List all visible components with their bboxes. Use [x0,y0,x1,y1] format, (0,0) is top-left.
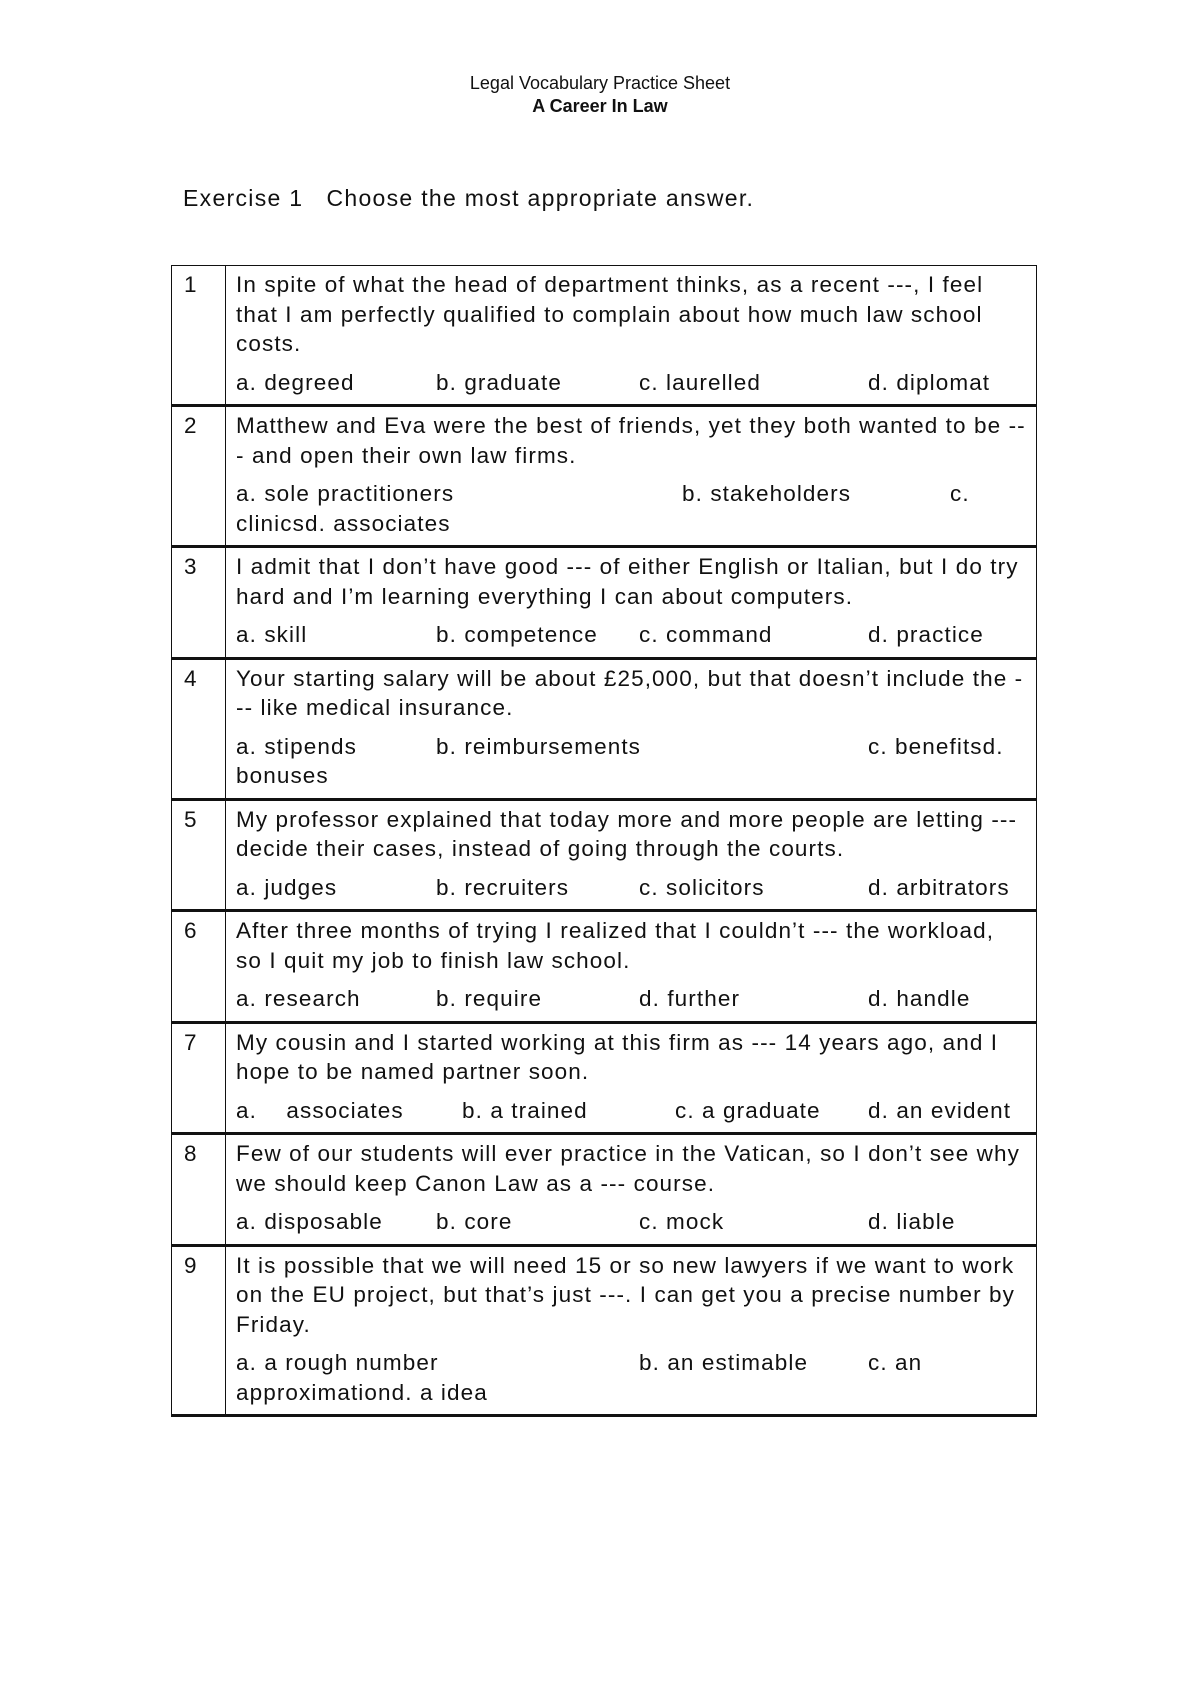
question-number-cell [172,1022,226,1134]
question-number-cell [172,547,226,659]
answer-option[interactable]: d. liable [868,1209,956,1234]
question-text: Matthew and Eva were the best of friends, yet they both wanted to be --- and open their own law firms. [236,413,1026,468]
question-number: 2 [184,413,198,438]
answer-option[interactable]: a. judges [236,874,338,900]
answer-options [236,873,1026,903]
answer-option[interactable]: d. bonuses [236,733,1004,788]
question-number: 3 [184,554,198,579]
question-text: My professor explained that today more and more people are letting --- decide their cases, instead of going through the courts. [236,806,1018,861]
question-number-cell [172,911,226,1023]
question-cell [226,406,1037,547]
page-header [0,72,1200,118]
answer-option[interactable]: c. command [639,622,773,647]
answer-option[interactable]: b. graduate [436,369,562,395]
question-row [172,406,1037,547]
answer-option[interactable]: c. clinics [236,481,970,536]
answer-option[interactable]: a. a rough number [236,1350,439,1375]
answer-options [236,1207,1026,1237]
exercise-instruction: Exercise 1 Choose the most appropriate answer. [183,185,755,211]
answer-option[interactable]: d. diplomat [868,369,991,395]
answer-option[interactable]: a. stipends [236,733,357,759]
answer-option[interactable]: c. a graduate [675,1097,821,1123]
answer-option[interactable]: a. associates [236,1097,404,1123]
answer-option[interactable]: a. degreed [236,369,355,395]
question-row [172,1134,1037,1246]
question-row [172,1245,1037,1416]
question-number-cell [172,406,226,547]
question-text: In spite of what the head of department thinks, as a recent ---, I feel that I am perfectly qualified to complain about how much law school costs. [236,272,984,356]
question-row [172,547,1037,659]
question-number: 1 [184,272,198,297]
answer-option[interactable]: b. competence [436,622,598,647]
answer-option[interactable]: d. arbitrators [868,874,1010,900]
answer-options [236,732,1026,791]
question-number-cell [172,799,226,911]
question-list [172,266,1037,1416]
question-cell [226,799,1037,911]
question-number: 7 [184,1029,198,1055]
question-number-cell [172,1134,226,1246]
question-table [171,265,1037,1417]
answer-option[interactable]: d. practice [868,622,984,647]
answer-option[interactable]: b. require [436,986,543,1011]
question-number: 8 [184,1141,198,1166]
answer-option[interactable]: c. benefits [868,733,983,759]
question-row [172,266,1037,406]
question-number-cell [172,658,226,799]
answer-option[interactable]: c. mock [639,1209,725,1234]
question-row [172,911,1037,1023]
question-number: 9 [184,1252,198,1278]
question-cell [226,658,1037,799]
question-cell [226,1022,1037,1134]
answer-option[interactable]: b. an estimable [639,1350,809,1375]
answer-options [236,984,1026,1014]
question-text: My cousin and I started working at this firm as --- 14 years ago, and I hope to be named partner soon. [236,1029,999,1084]
question-row [172,658,1037,799]
question-text: After three months of trying I realized that I couldn’t --- the workload, so I quit my job to finish law school. [236,918,995,973]
question-row [172,1022,1037,1134]
page-title: Legal Vocabulary Practice Sheet [469,73,731,93]
answer-option[interactable]: b. reimbursements [436,733,642,759]
answer-options [236,368,1026,398]
answer-options [236,1348,1026,1407]
answer-option[interactable]: b. stakeholders [682,481,852,506]
answer-option[interactable]: a. skill [236,622,308,647]
question-cell [226,911,1037,1023]
question-text: It is possible that we will need 15 or so new lawyers if we want to work on the EU project, but that’s just ---. I can get you a precise number by Friday. [236,1252,1015,1337]
question-cell [226,1134,1037,1246]
question-row [172,799,1037,911]
answer-option[interactable]: c. laurelled [639,369,762,395]
answer-option[interactable]: d. handle [868,986,971,1011]
answer-option[interactable]: d. an evident [868,1097,1012,1123]
question-cell [226,266,1037,406]
answer-option[interactable]: d. associates [304,510,451,536]
question-number: 4 [184,665,198,691]
answer-option[interactable]: b. recruiters [436,874,570,900]
question-number-cell [172,266,226,406]
question-number-cell [172,1245,226,1416]
answer-options [236,1096,1026,1126]
answer-option[interactable]: a. research [236,986,361,1011]
answer-option[interactable]: a. sole practitioners [236,481,455,506]
question-text: Your starting salary will be about £25,000, but that doesn’t include the --- like medical insurance. [236,665,1024,720]
answer-option[interactable]: d. a idea [391,1379,488,1405]
question-number: 5 [184,806,198,832]
answer-option[interactable]: c. an approximation [236,1350,923,1405]
question-text: Few of our students will ever practice in the Vatican, so I don’t see why we should keep Canon Law as a --- course. [236,1141,1020,1196]
answer-options [236,479,1026,538]
answer-options [236,620,1026,650]
answer-option[interactable]: d. further [639,986,741,1011]
answer-option[interactable]: c. solicitors [639,874,765,900]
answer-option[interactable]: b. core [436,1209,513,1234]
question-text: I admit that I don’t have good --- of either English or Italian, but I do try hard and I’m learning everything I can about computers. [236,554,1019,609]
question-cell [226,1245,1037,1416]
answer-option[interactable]: b. a trained [462,1097,588,1123]
question-cell [226,547,1037,659]
question-number: 6 [184,918,198,943]
page-subtitle: A Career In Law [532,96,668,116]
answer-option[interactable]: a. disposable [236,1209,383,1234]
